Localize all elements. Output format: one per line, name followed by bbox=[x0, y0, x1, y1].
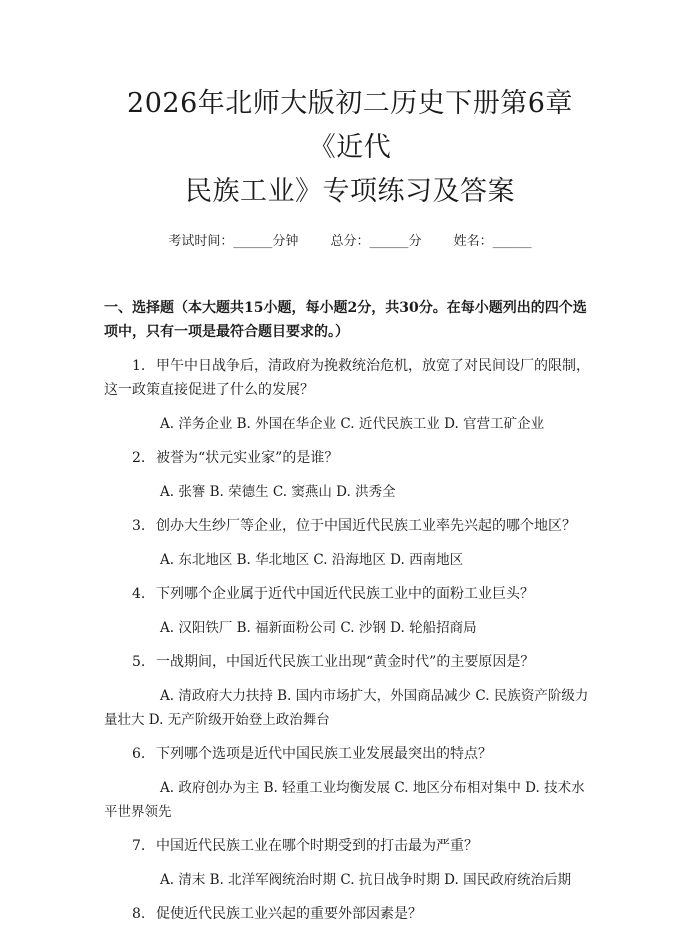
question-text: 下列哪个选项是近代中国民族工业发展最突出的特点？ bbox=[156, 746, 492, 762]
question-options: A. 东北地区 B. 华北地区 C. 沿海地区 D. 西南地区 bbox=[160, 552, 464, 568]
question-options: A. 汉阳铁厂 B. 福新面粉公司 C. 沙钢 D. 轮船招商局 bbox=[160, 620, 477, 636]
question-stem bbox=[104, 354, 596, 402]
question-1 bbox=[104, 354, 596, 436]
question-stem bbox=[104, 582, 596, 606]
question-number: 8. bbox=[132, 906, 146, 922]
question-number: 1. bbox=[132, 358, 146, 374]
question-text: 被誉为“状元实业家”的是谁？ bbox=[156, 450, 339, 466]
question-stem bbox=[104, 834, 596, 858]
question-number: 2. bbox=[132, 450, 146, 466]
question-number: 7. bbox=[132, 838, 146, 854]
question-text: 促使近代民族工业兴起的重要外部因素是？ bbox=[156, 906, 422, 922]
document-title bbox=[104, 0, 596, 214]
question-options: A. 清末 B. 北洋军阀统治时期 C. 抗日战争时期 D. 国民政府统治后期 bbox=[160, 872, 572, 888]
question-text: 创办大生纱厂等企业，位于中国近代民族工业率先兴起的哪个地区？ bbox=[156, 518, 576, 534]
question-text: 中国近代民族工业在哪个时期受到的打击最为严重？ bbox=[156, 838, 478, 854]
question-options: A. 张謇 B. 荣德生 C. 窦燕山 D. 洪秀全 bbox=[160, 484, 396, 500]
question-6 bbox=[104, 742, 596, 824]
question-4 bbox=[104, 582, 596, 640]
question-5 bbox=[104, 650, 596, 732]
question-text: 甲午中日战争后，清政府为挽救统治危机，放宽了对民间设厂的限制，这一政策直接促进了什么的发展？ bbox=[104, 358, 590, 398]
question-options: A. 政府创办为主 B. 轻重工业均衡发展 C. 地区分布相对集中 D. 技术水平世界领先 bbox=[104, 780, 585, 820]
exam-time: 考试时间：______分钟 bbox=[168, 234, 299, 249]
question-number: 3. bbox=[132, 518, 146, 534]
question-text: 一战期间，中国近代民族工业出现“黄金时代”的主要原因是？ bbox=[156, 654, 535, 670]
question-stem bbox=[104, 742, 596, 766]
question-number: 6. bbox=[132, 746, 146, 762]
question-number: 5. bbox=[132, 654, 146, 670]
question-number: 4. bbox=[132, 586, 146, 602]
student-name: 姓名：______ bbox=[453, 234, 532, 249]
question-7 bbox=[104, 834, 596, 892]
exam-info bbox=[104, 232, 596, 252]
question-options: A. 洋务企业 B. 外国在华企业 C. 近代民族工业 D. 官营工矿企业 bbox=[160, 416, 545, 432]
question-stem bbox=[104, 902, 596, 926]
question-2 bbox=[104, 446, 596, 504]
section-heading: 一、选择题（本大题共15小题，每小题2分，共30分。在每小题列出的四个选项中，只有一项是最符合题目要求的。） bbox=[104, 300, 587, 340]
question-3 bbox=[104, 514, 596, 572]
title-line-2: 民族工业》专项练习及答案 bbox=[185, 176, 515, 207]
question-stem bbox=[104, 514, 596, 538]
question-options: A. 清政府大力扶持 B. 国内市场扩大，外国商品减少 C. 民族资产阶级力量壮大 D. 无产阶级开始登上政治舞台 bbox=[104, 688, 589, 728]
title-line-1: 2026年北师大版初二历史下册第6章《近代 bbox=[127, 88, 573, 163]
question-stem bbox=[104, 650, 596, 674]
question-text: 下列哪个企业属于近代中国近代民族工业中的面粉工业巨头？ bbox=[156, 586, 534, 602]
total-score: 总分：______分 bbox=[330, 234, 422, 249]
question-list bbox=[104, 354, 596, 926]
question-stem bbox=[104, 446, 596, 470]
question-8 bbox=[104, 902, 596, 926]
